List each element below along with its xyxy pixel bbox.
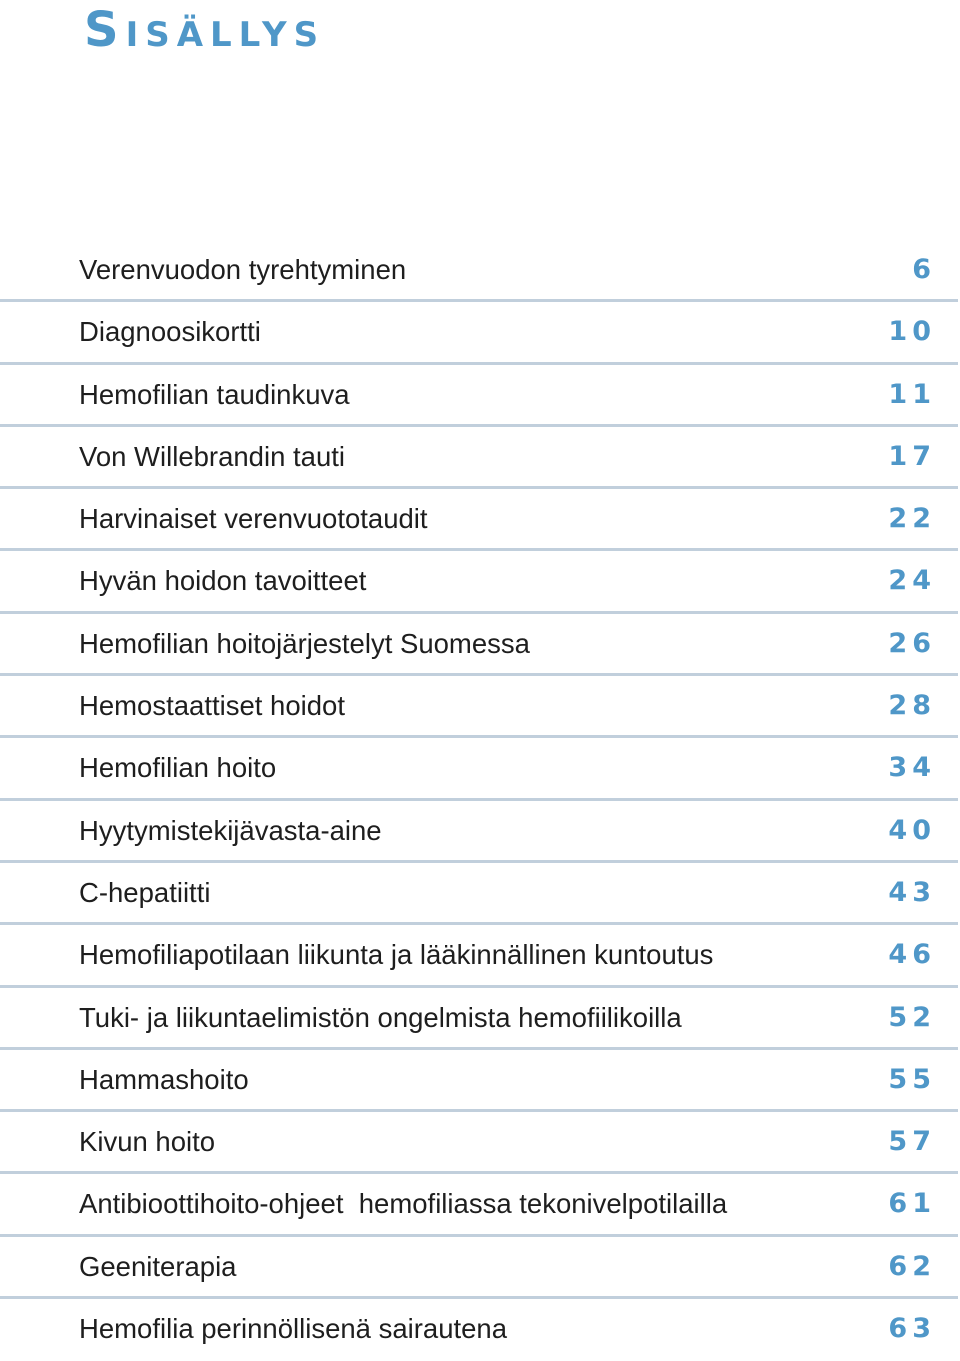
toc-entry[interactable] [0, 988, 960, 1050]
toc-entry-page: 62 [888, 1250, 936, 1282]
toc-entry-page: 57 [888, 1126, 936, 1158]
toc-entry-page: 28 [888, 690, 936, 722]
toc-entry[interactable] [0, 738, 960, 800]
toc-entry[interactable] [0, 1112, 960, 1174]
toc-entry-page: 11 [888, 378, 936, 410]
toc-entry-title: Diagnoosikortti [79, 316, 261, 348]
toc-entry[interactable] [0, 801, 960, 863]
toc-entry-page: 63 [888, 1313, 936, 1345]
table-of-contents [0, 240, 960, 1361]
toc-entry[interactable] [0, 863, 960, 925]
toc-entry-page: 40 [888, 814, 936, 846]
toc-entry[interactable] [0, 427, 960, 489]
toc-entry-page: 61 [888, 1188, 936, 1220]
toc-entry-title: Von Willebrandin tauti [79, 440, 345, 472]
toc-entry[interactable] [0, 1299, 960, 1361]
toc-entry[interactable] [0, 365, 960, 427]
toc-entry-title: Hyytymistekijävasta-aine [79, 814, 382, 846]
toc-entry-title: Kivun hoito [79, 1126, 216, 1158]
toc-entry-page: 26 [888, 627, 936, 659]
toc-entry-title: Hemofilian hoitojärjestelyt Suomessa [79, 627, 530, 659]
toc-entry-title: Hemofilia perinnöllisenä sairautena [79, 1313, 508, 1345]
toc-entry-page: 46 [888, 939, 936, 971]
toc-entry-page: 52 [888, 1001, 936, 1033]
toc-entry[interactable] [0, 676, 960, 738]
toc-entry-page: 17 [888, 440, 936, 472]
toc-entry-title: Hyvän hoidon tavoitteet [79, 565, 367, 597]
toc-entry[interactable] [0, 240, 960, 302]
toc-entry-title: Hemofilian taudinkuva [79, 378, 350, 410]
toc-entry-page: 43 [888, 876, 936, 908]
toc-entry[interactable] [0, 1050, 960, 1112]
toc-entry[interactable] [0, 489, 960, 551]
toc-entry-page: 24 [888, 565, 936, 597]
toc-entry-title: Hemofiliapotilaan liikunta ja lääkinnällinen kuntoutus [79, 939, 714, 971]
toc-entry-page: 6 [912, 254, 936, 285]
toc-entry[interactable] [0, 302, 960, 364]
toc-entry-title: Verenvuodon tyrehtyminen [79, 254, 407, 285]
toc-entry[interactable] [0, 925, 960, 987]
page-title: Sisällys [84, 2, 326, 58]
toc-entry-page: 22 [888, 503, 936, 535]
toc-entry[interactable] [0, 1174, 960, 1236]
toc-entry-title: Antibioottihoito-ohjeet hemofiliassa tekonivelpotilailla [79, 1188, 728, 1220]
toc-entry-title: Hemofilian hoito [79, 752, 277, 784]
toc-entry-page: 55 [888, 1063, 936, 1095]
toc-entry-page: 34 [888, 752, 936, 784]
toc-entry-title: Harvinaiset verenvuototaudit [79, 503, 428, 535]
toc-entry[interactable] [0, 1237, 960, 1299]
toc-entry[interactable] [0, 551, 960, 613]
toc-entry-title: Tuki- ja liikuntaelimistön ongelmista hemofiilikoilla [79, 1001, 682, 1033]
toc-entry-page: 10 [888, 316, 936, 348]
toc-entry-title: Hemostaattiset hoidot [79, 690, 345, 722]
toc-entry-title: Geeniterapia [79, 1250, 237, 1282]
toc-entry-title: Hammashoito [79, 1063, 249, 1095]
toc-entry-title: C-hepatiitti [79, 876, 211, 908]
toc-entry[interactable] [0, 614, 960, 676]
